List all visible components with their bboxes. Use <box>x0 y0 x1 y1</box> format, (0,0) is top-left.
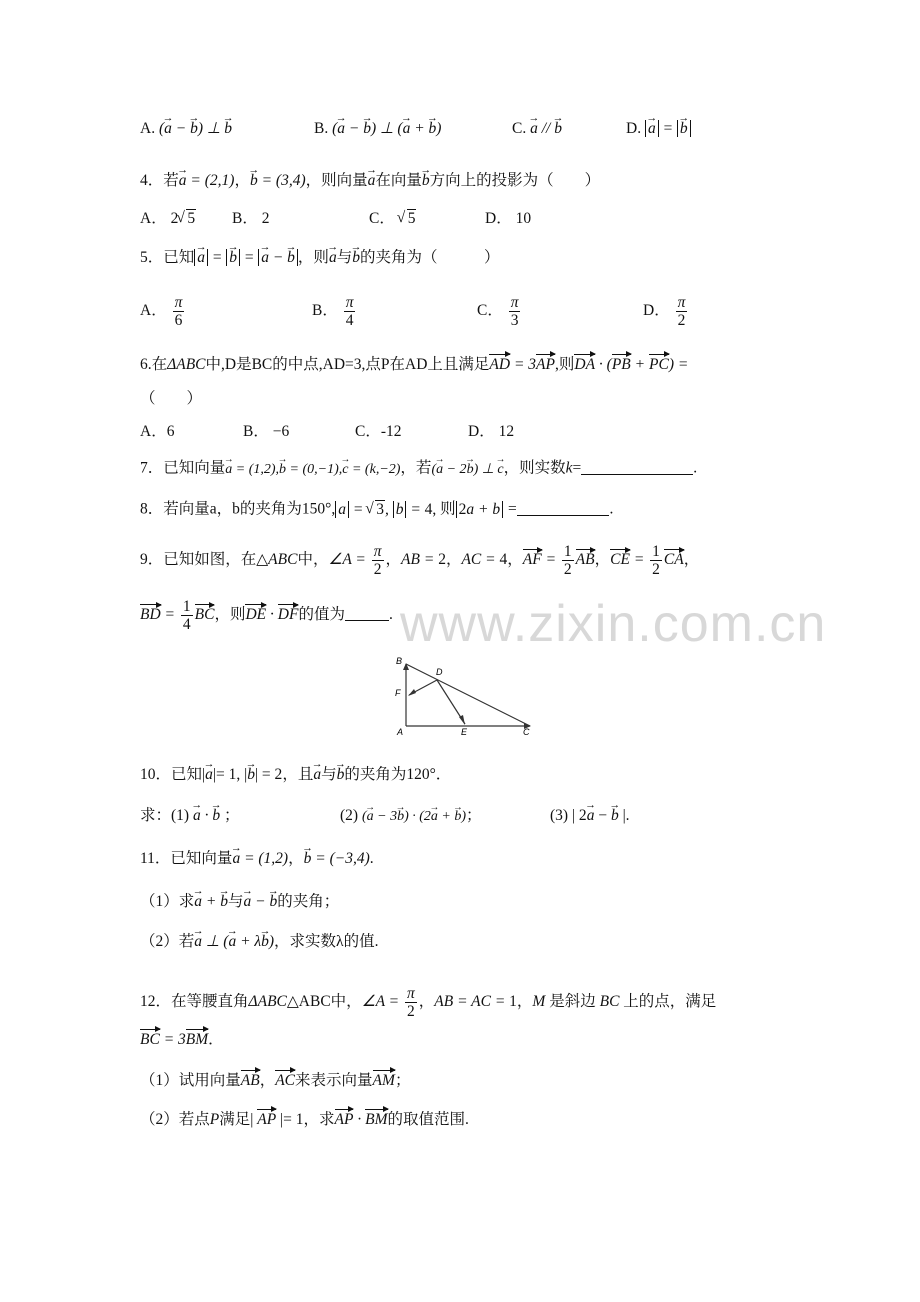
question-12-cont: BC = 3BM． <box>140 1031 224 1048</box>
q11-part-1: （1）求→ a + → b与→ a − → b的夹角； <box>140 894 339 910</box>
question-11: 11．已知向量→ a = (1,2)，→ b = (−3,4). <box>140 851 374 867</box>
q12-part-2: （2）若点P满足| AP |= 1，求AP · BM的取值范围. <box>140 1111 469 1128</box>
q9-answer-blank[interactable] <box>345 605 389 622</box>
label-e: E <box>461 727 468 737</box>
segment-bc <box>406 664 530 726</box>
q11-part-2: （2）若→ a ⊥ (→ a + λ→ b)，求实数λ的值. <box>140 934 378 950</box>
question-6: 6.在ΔABC中,D是BC的中点,AD=3,点P在AD上且满足AD = 3AP,则DA · (PB + PC) = <box>140 356 689 373</box>
question-4: 4．若→ a = (2,1)，→ b = (3,4)，则向量→ a在向量→ b方向上的投影为（ ） <box>140 173 600 189</box>
watermark: www.zixin.com.cn <box>400 595 827 653</box>
label-d: D <box>436 667 443 677</box>
q6-paren: （ ） <box>140 390 203 407</box>
question-10: 10．已知|→ a|= 1, |→ b| = 2，且→ a与→ b的夹角为120°． <box>140 767 451 783</box>
q12-part-1: （1）试用向量AB，AC来表示向量AM； <box>140 1072 411 1089</box>
q8-answer-blank[interactable] <box>517 499 609 516</box>
q7-answer-blank[interactable] <box>581 458 693 475</box>
question-9-cont: BD = $\frac{1}{4}$ BC，则DE · DF的值为 . <box>140 598 393 634</box>
question-8: 8．若向量a，b的夹角为150°, a = √ 3, b = 4, 则 2a + b = . <box>140 499 613 517</box>
question-9: 9．已知如图，在△ABC中，∠A = $\frac{\pi}{2}$ ，AB = 2，AC = 4，AF = $\frac{1}{2}$ AB，CE = $\frac{1}{2}$ CA， <box>140 543 700 579</box>
label-a: A <box>397 727 404 737</box>
question-7: 7．已知向量→ a = (1,2),→ b = (0,−1),→ c = (k,−2)，若(→ a − 2→ b) ⊥ → c，则实数k= . <box>140 458 697 477</box>
triangle-figure <box>392 654 542 738</box>
question-12: 12．在等腰直角ΔABC△ABC中，∠A = $\frac{\pi}{2}$ ，AB = AC = 1，M 是斜边 BC 上的点，满足 <box>140 985 717 1021</box>
question-5: 5．已知→ a = → b = → a − → b ，则→ a与→ b的夹角为（ ） <box>140 250 499 266</box>
label-b: B <box>396 656 403 666</box>
label-f: F <box>395 688 401 698</box>
label-c: C <box>523 727 530 737</box>
